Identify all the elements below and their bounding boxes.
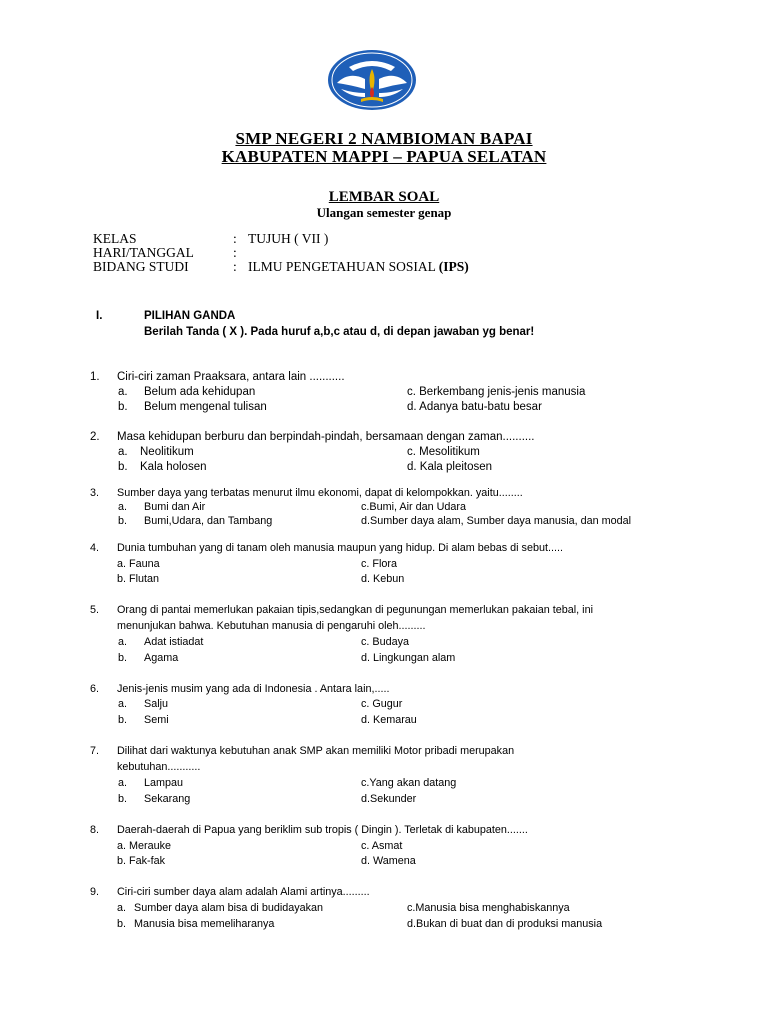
option-a-letter: a. [118,636,128,648]
option-d: d. Kala pleitosen [407,461,493,473]
option-d: d. Kebun [361,573,405,585]
option-a-letter: a. [118,777,128,789]
option-d: d. Lingkungan alam [361,652,456,664]
option-b: Sekarang [144,793,191,805]
question-number: 1. [90,371,100,383]
question-number: 5. [90,604,100,616]
question-number: 4. [90,542,100,554]
option-b-letter: b. [118,461,128,473]
option-b: Bumi,Udara, dan Tambang [144,515,273,527]
info-label: KELAS [93,231,137,246]
school-regency: KABUPATEN MAPPI – PAPUA SELATAN [221,147,547,166]
option-b: b. Fak-fak [117,855,166,867]
option-d: d. Wamena [361,855,416,867]
question-text: Dilihat dari waktunya kebutuhan anak SMP akan memiliki Motor pribadi merupakan [117,745,515,757]
subject-abbrev: (IPS) [438,259,469,274]
option-b: Semi [144,714,169,726]
option-b: Manusia bisa memeliharanya [134,918,275,930]
option-a: Sumber daya alam bisa di budidayakan [134,902,324,914]
option-b: Belum mengenal tulisan [144,401,267,413]
question-text: Orang di pantai memerlukan pakaian tipis,sedangkan di pegunungan memerlukan pakaian tebal, ini [117,604,593,616]
option-c: c. Berkembang jenis-jenis manusia [407,386,586,398]
option-b: Kala holosen [140,461,207,473]
option-a: Neolitikum [140,446,194,458]
question-number: 7. [90,745,100,757]
option-b: b. Flutan [117,573,160,585]
info-value [248,259,469,274]
question-text: Masa kehidupan berburu dan berpindah-pindah, bersamaan dengan zaman.......... [117,431,535,443]
option-b-letter: b. [118,515,128,527]
question-text: menunjukan bahwa. Kebutuhan manusia di pengaruhi oleh......... [117,620,426,632]
question-number: 9. [90,886,100,898]
question-number: 8. [90,824,100,836]
option-d: d. Adanya batu-batu besar [407,401,542,413]
option-b-letter: b. [117,918,127,930]
option-b-letter: b. [118,401,128,413]
option-d: d.Sekunder [361,793,417,805]
question-number: 3. [90,487,100,499]
question-text: Ciri-ciri zaman Praaksara, antara lain ........... [117,371,345,383]
option-b-letter: b. [118,793,128,805]
option-a: Belum ada kehidupan [144,386,256,398]
option-d: d.Sumber daya alam, Sumber daya manusia, dan modal [361,515,632,527]
option-a: Adat istiadat [144,636,204,648]
section-number: I. [96,310,103,322]
option-c: c. Asmat [361,840,403,852]
info-label: HARI/TANGGAL [93,245,194,260]
option-a-letter: a. [117,902,127,914]
question-text: Ciri-ciri sumber daya alam adalah Alami artinya......... [117,886,370,898]
section-instruction: Berilah Tanda ( X ). Pada huruf a,b,c atau d, di depan jawaban yg benar! [144,326,535,338]
option-a-letter: a. [118,501,128,513]
option-c: c. Budaya [361,636,410,648]
option-c: c.Yang akan datang [361,777,457,789]
option-b-letter: b. [118,652,128,664]
section-title: PILIHAN GANDA [144,310,236,322]
info-separator: : [233,231,237,246]
question-text: Sumber daya yang terbatas menurut ilmu ekonomi, dapat di kelompokkan. yaitu........ [117,487,523,499]
school-name: SMP NEGERI 2 NAMBIOMAN BAPAI [235,129,533,148]
option-a-letter: a. [118,386,128,398]
option-a: Lampau [144,777,184,789]
option-d: d.Bukan di buat dan di produksi manusia [407,918,603,930]
option-b-letter: b. [118,714,128,726]
info-value: TUJUH ( VII ) [248,231,329,246]
info-label: BIDANG STUDI [93,259,189,274]
option-a: Bumi dan Air [144,501,206,513]
sheet-subtitle: Ulangan semester genap [316,205,452,220]
option-c: c.Bumi, Air dan Udara [361,501,467,513]
info-separator: : [233,245,237,260]
option-a-letter: a. [118,446,128,458]
question-number: 6. [90,683,100,695]
question-text: Dunia tumbuhan yang di tanam oleh manusia maupun yang hidup. Di alam bebas di sebut..... [117,542,563,554]
option-d: d. Kemarau [361,714,417,726]
question-text: Daerah-daerah di Papua yang beriklim sub tropis ( Dingin ). Terletak di kabupaten....... [117,824,528,836]
sheet-title: LEMBAR SOAL [328,189,440,205]
info-separator: : [233,259,237,274]
option-c: c. Mesolitikum [407,446,480,458]
question-number: 2. [90,431,100,443]
option-a-letter: a. [118,698,128,710]
question-text: kebutuhan........... [117,761,201,773]
option-c: c. Gugur [361,698,403,710]
school-emblem-logo [327,49,417,111]
option-c: c. Flora [361,558,397,570]
option-a: a. Merauke [117,840,172,852]
option-a: a. Fauna [117,558,160,570]
option-b: Agama [144,652,179,664]
subject-name: ILMU PENGETAHUAN SOSIAL [248,259,436,274]
option-c: c.Manusia bisa menghabiskannya [407,902,570,914]
option-a: Salju [144,698,169,710]
question-text: Jenis-jenis musim yang ada di Indonesia . Antara lain,..... [117,683,390,695]
